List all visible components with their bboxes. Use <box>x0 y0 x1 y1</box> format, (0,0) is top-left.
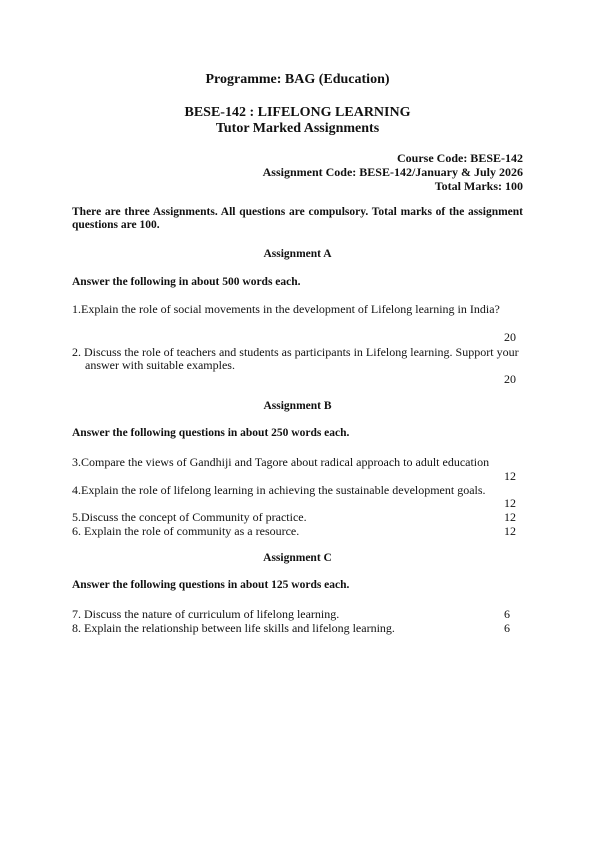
question-2-line-1: 2. Discuss the role of teachers and students as participants in Lifelong learning. Support your <box>72 345 519 359</box>
question-1-marks: 20 <box>504 330 516 344</box>
question-4: 4.Explain the role of lifelong learning in achieving the sustainable development goals. <box>72 483 486 497</box>
total-marks: Total Marks: 100 <box>434 179 523 193</box>
question-7: 7. Discuss the nature of curriculum of lifelong learning. <box>72 607 340 621</box>
question-6-marks: 12 <box>504 524 516 538</box>
assignment-code: Assignment Code: BESE-142/January & July 2026 <box>262 165 523 179</box>
question-5: 5.Discuss the concept of Community of practice. <box>72 510 307 524</box>
question-2-line-2: answer with suitable examples. <box>85 358 235 372</box>
question-6: 6. Explain the role of community as a resource. <box>72 524 300 538</box>
assignment-c-heading: Assignment C <box>263 552 332 564</box>
question-8-marks: 6 <box>504 621 510 635</box>
question-3: 3.Compare the views of Gandhiji and Tagore about radical approach to adult education <box>72 455 490 469</box>
question-5-marks: 12 <box>504 510 516 524</box>
question-7-marks: 6 <box>504 607 510 621</box>
intro-paragraph: There are three Assignments. All questions are compulsory. Total marks of the assignment questions are 100. <box>72 206 523 231</box>
assignment-a-heading: Assignment A <box>263 248 332 260</box>
question-4-marks: 12 <box>504 496 516 510</box>
question-3-marks: 12 <box>504 469 516 483</box>
document-subtitle: Tutor Marked Assignments <box>215 121 380 136</box>
question-8: 8. Explain the relationship between life skills and lifelong learning. <box>72 621 395 635</box>
question-2-marks: 20 <box>504 372 516 386</box>
question-1: 1.Explain the role of social movements in the development of Lifelong learning in India? <box>72 302 500 316</box>
assignment-c-instruction: Answer the following questions in about 125 words each. <box>72 579 350 591</box>
assignment-b-heading: Assignment B <box>263 400 332 412</box>
assignment-a-instruction: Answer the following in about 500 words each. <box>72 276 301 288</box>
course-title: BESE-142 : LIFELONG LEARNING <box>184 105 411 120</box>
assignment-b-instruction: Answer the following questions in about 250 words each. <box>72 427 350 439</box>
programme-title: Programme: BAG (Education) <box>205 72 390 87</box>
course-code: Course Code: BESE-142 <box>396 151 523 165</box>
